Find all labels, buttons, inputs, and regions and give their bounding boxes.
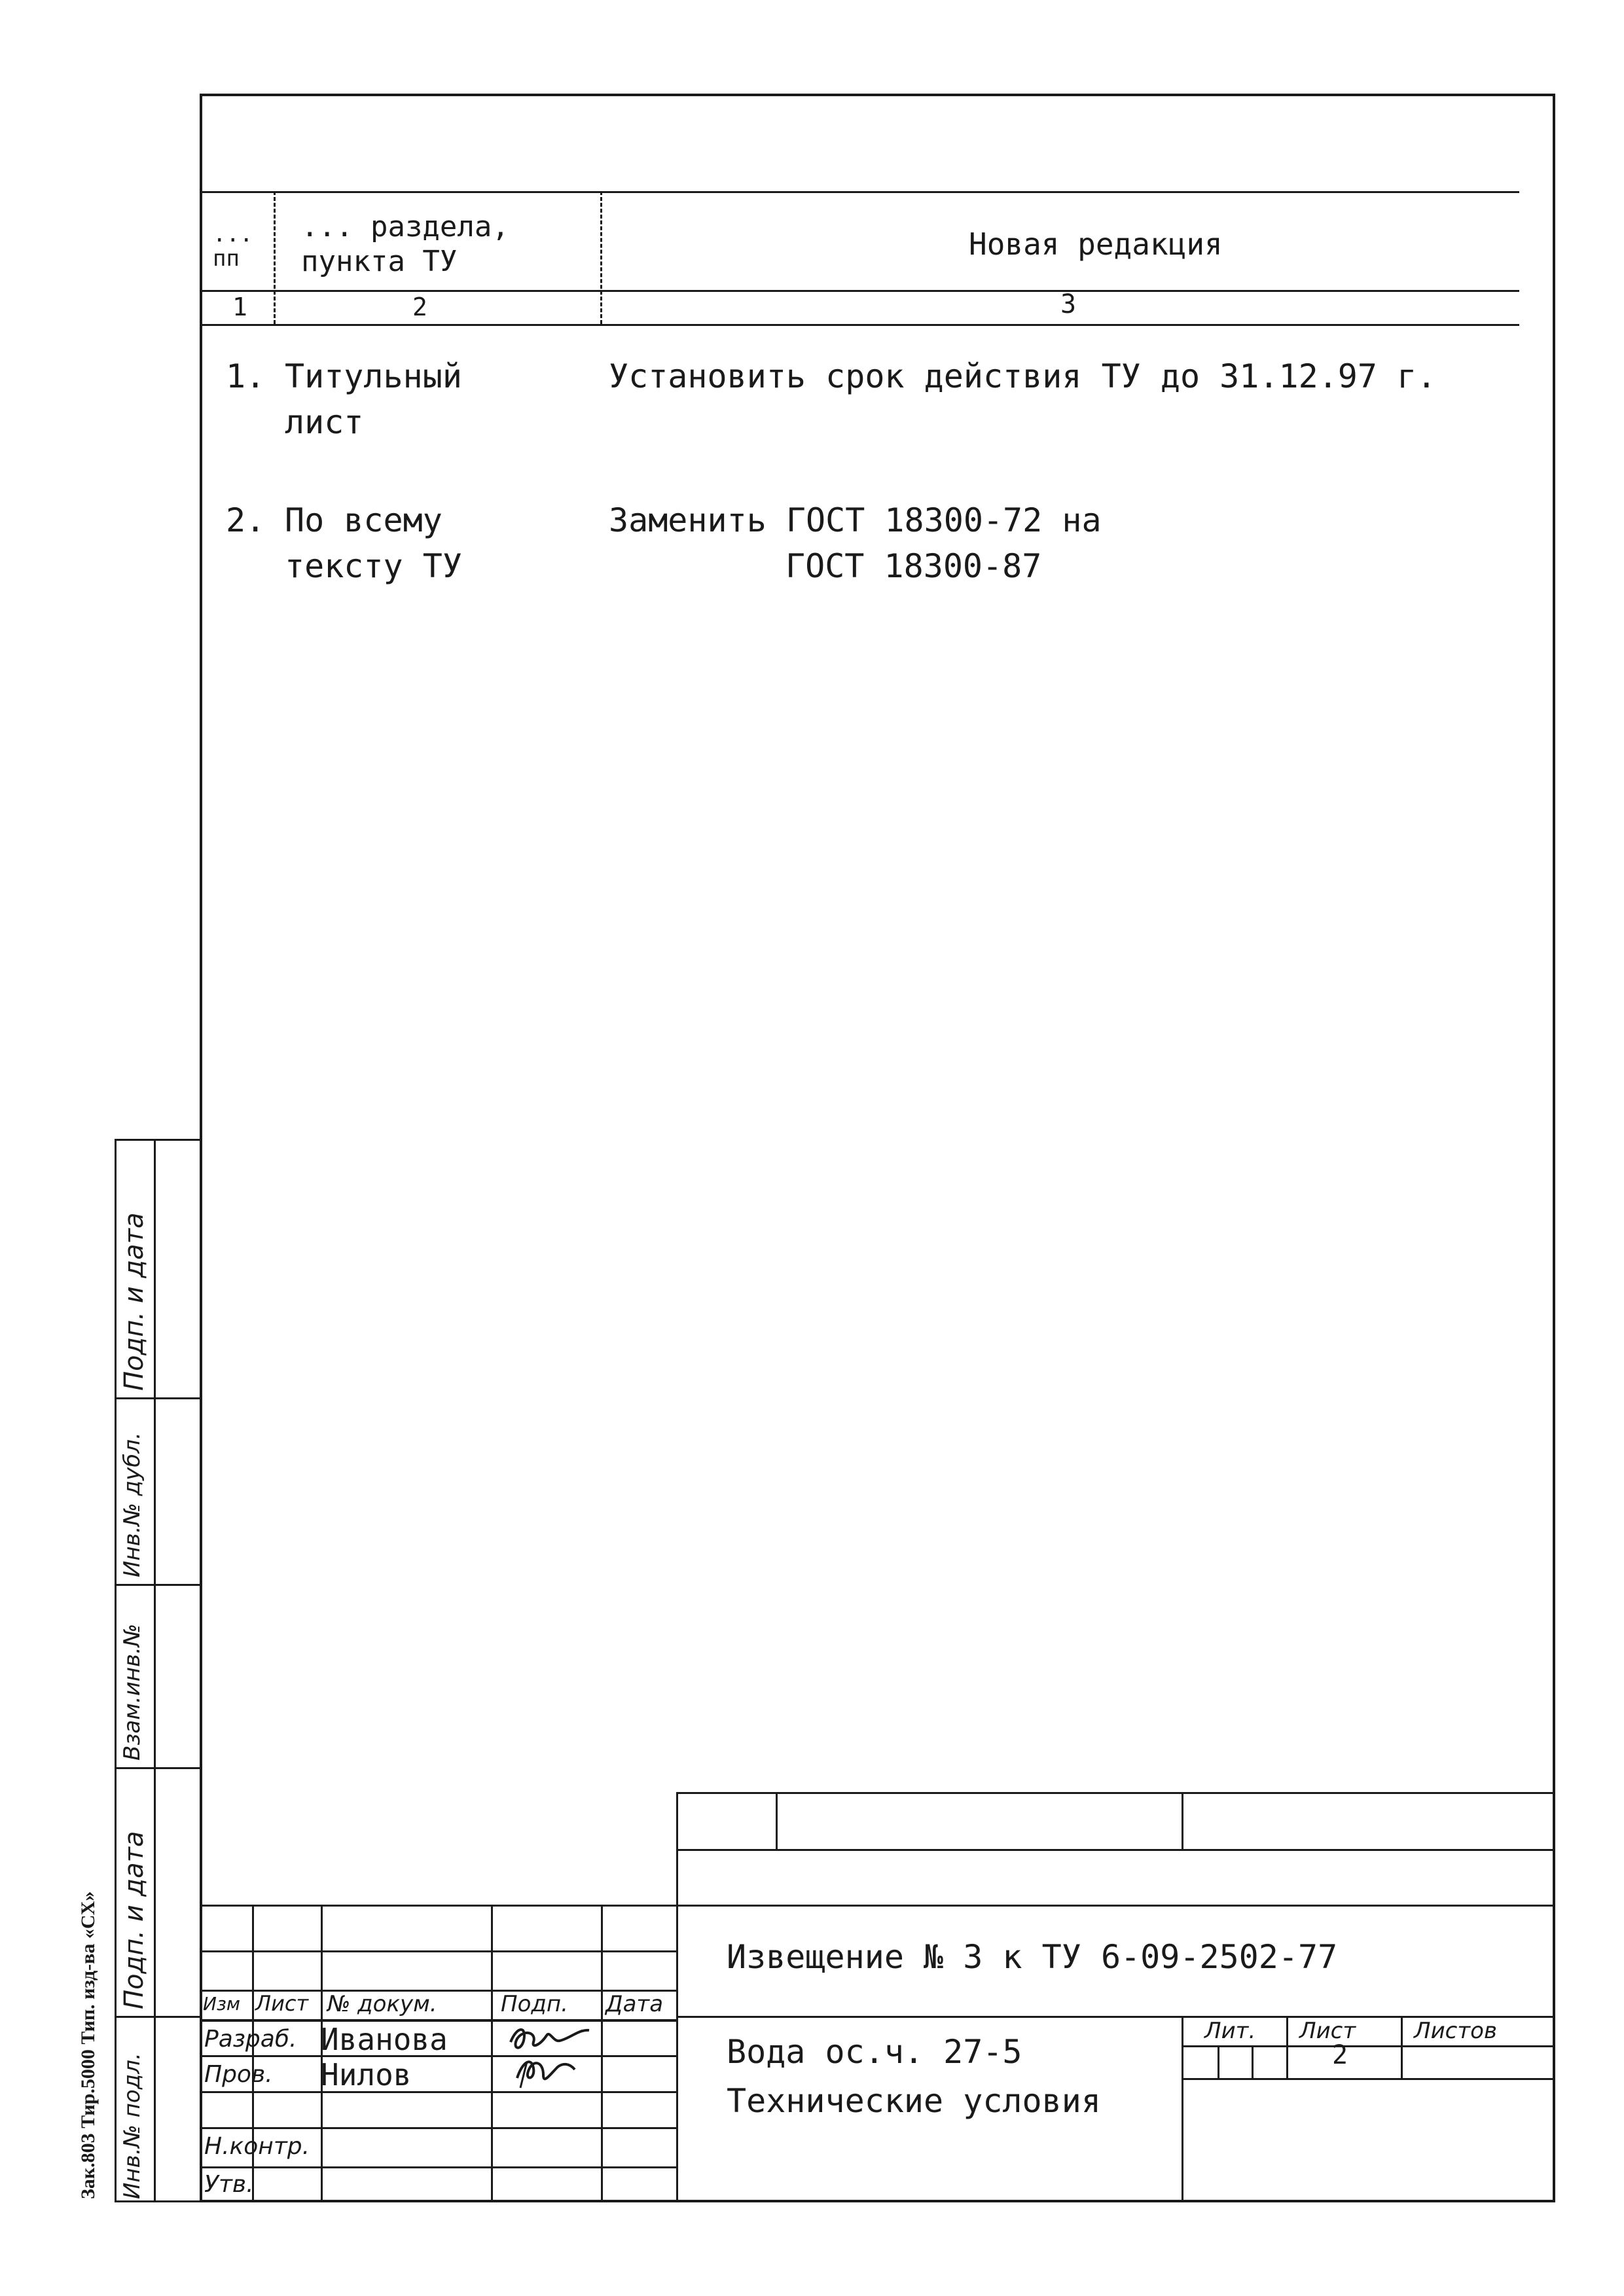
role-checker: Пров. xyxy=(204,2061,273,2088)
title-block-left xyxy=(676,1792,678,2202)
rev-header-izm: Изм xyxy=(203,1993,240,2015)
row-1-section-line1: Титульный xyxy=(285,357,462,395)
signatures xyxy=(497,2016,602,2101)
title-block-top xyxy=(676,1792,1555,1794)
column-number-3: 3 xyxy=(1060,289,1077,319)
product-name: Вода ос.ч. 27-5 xyxy=(727,2033,1022,2071)
side-stamp-divider xyxy=(154,1139,156,2202)
role-norm-control: Н.контр. xyxy=(204,2133,310,2160)
sheets-label: Листов xyxy=(1414,2018,1498,2044)
sheet-block-left xyxy=(1182,2016,1183,2202)
column-number-1: 1 xyxy=(232,293,247,321)
header-divider-1 xyxy=(274,191,276,324)
margin-note: Зак.803 Тир.5000 Тип. изд-ва «СХ» xyxy=(77,1891,99,2199)
rev-row-1 xyxy=(200,1950,676,1952)
rev-row-7 xyxy=(200,2166,676,2168)
side-stamp-rule-3 xyxy=(115,1767,200,1769)
row-2-section-line1: По всему xyxy=(285,501,442,539)
rev-row-6 xyxy=(200,2127,676,2129)
rev-col-3 xyxy=(491,1905,493,2202)
row-2-section-line2: тексту ТУ xyxy=(285,547,462,585)
sheet-block-rule-1 xyxy=(1182,2045,1555,2047)
sheet-value: 2 xyxy=(1332,2040,1348,2070)
lit-cell-1 xyxy=(1218,2045,1219,2078)
side-stamp-field-2: Инв.№ дубл. xyxy=(119,1432,145,1577)
rev-header-list: Лист xyxy=(255,1991,309,2016)
side-stamp-field-4: Подп. и дата xyxy=(119,1831,149,2009)
header-col1: ... пп xyxy=(213,221,253,272)
numbers-rule xyxy=(200,324,1519,326)
row-1-section-line2: лист xyxy=(285,403,364,441)
title-block-rule-2 xyxy=(200,1905,1555,1907)
row-2-text-line1: Заменить ГОСТ 18300-72 на xyxy=(609,501,1102,539)
role-approver: Утв. xyxy=(204,2171,254,2198)
sheet-label: Лист xyxy=(1299,2018,1356,2044)
side-stamp-rule-4 xyxy=(115,2016,200,2018)
title-block-tick-2 xyxy=(1182,1792,1183,1849)
side-stamp-field-3: Взам.инв.№ xyxy=(119,1623,145,1761)
side-stamp-field-1: Подп. и дата xyxy=(119,1212,149,1391)
side-stamp-field-5: Инв.№ подл. xyxy=(119,2053,145,2199)
row-2-text-line2: ГОСТ 18300-87 xyxy=(785,547,1042,585)
rev-row-5 xyxy=(200,2091,676,2093)
side-stamp-rule-2 xyxy=(115,1584,200,1586)
sheet-block-col-1 xyxy=(1286,2016,1288,2078)
rev-header-date: Дата xyxy=(605,1991,664,2017)
title-block-tick-1 xyxy=(776,1792,778,1849)
column-number-2: 2 xyxy=(412,293,427,321)
header-col2-line1: ... раздела, xyxy=(301,210,509,243)
header-col2-line2: пункта ТУ xyxy=(301,245,458,278)
side-stamp-rule-1 xyxy=(115,1397,200,1399)
header-divider-2 xyxy=(600,191,602,324)
drawing-frame xyxy=(200,94,1555,2202)
name-developer: Иванова xyxy=(321,2022,448,2057)
row-2-number: 2. xyxy=(226,501,266,539)
notice-title: Извещение № 3 к ТУ 6-09-2502-77 xyxy=(727,1938,1338,1976)
sheet-block-rule-2 xyxy=(1182,2078,1555,2080)
lit-label: Лит. xyxy=(1204,2018,1256,2044)
sheet-block-col-2 xyxy=(1401,2016,1403,2078)
table-top-rule xyxy=(200,191,1519,193)
lit-cell-2 xyxy=(1252,2045,1254,2078)
name-checker: Нилов xyxy=(321,2057,412,2092)
header-col3: Новая редакция xyxy=(969,226,1223,262)
role-developer: Разраб. xyxy=(204,2026,297,2053)
header-rule xyxy=(200,290,1519,292)
row-1-text-line1: Установить срок действия ТУ до 31.12.97 г. xyxy=(609,357,1437,395)
row-1-number: 1. xyxy=(226,357,266,395)
product-subtitle: Технические условия xyxy=(727,2082,1101,2120)
rev-header-doc: № докум. xyxy=(327,1991,437,2017)
rev-header-sign: Подп. xyxy=(501,1991,568,2017)
title-block-rule-1 xyxy=(676,1849,1555,1851)
